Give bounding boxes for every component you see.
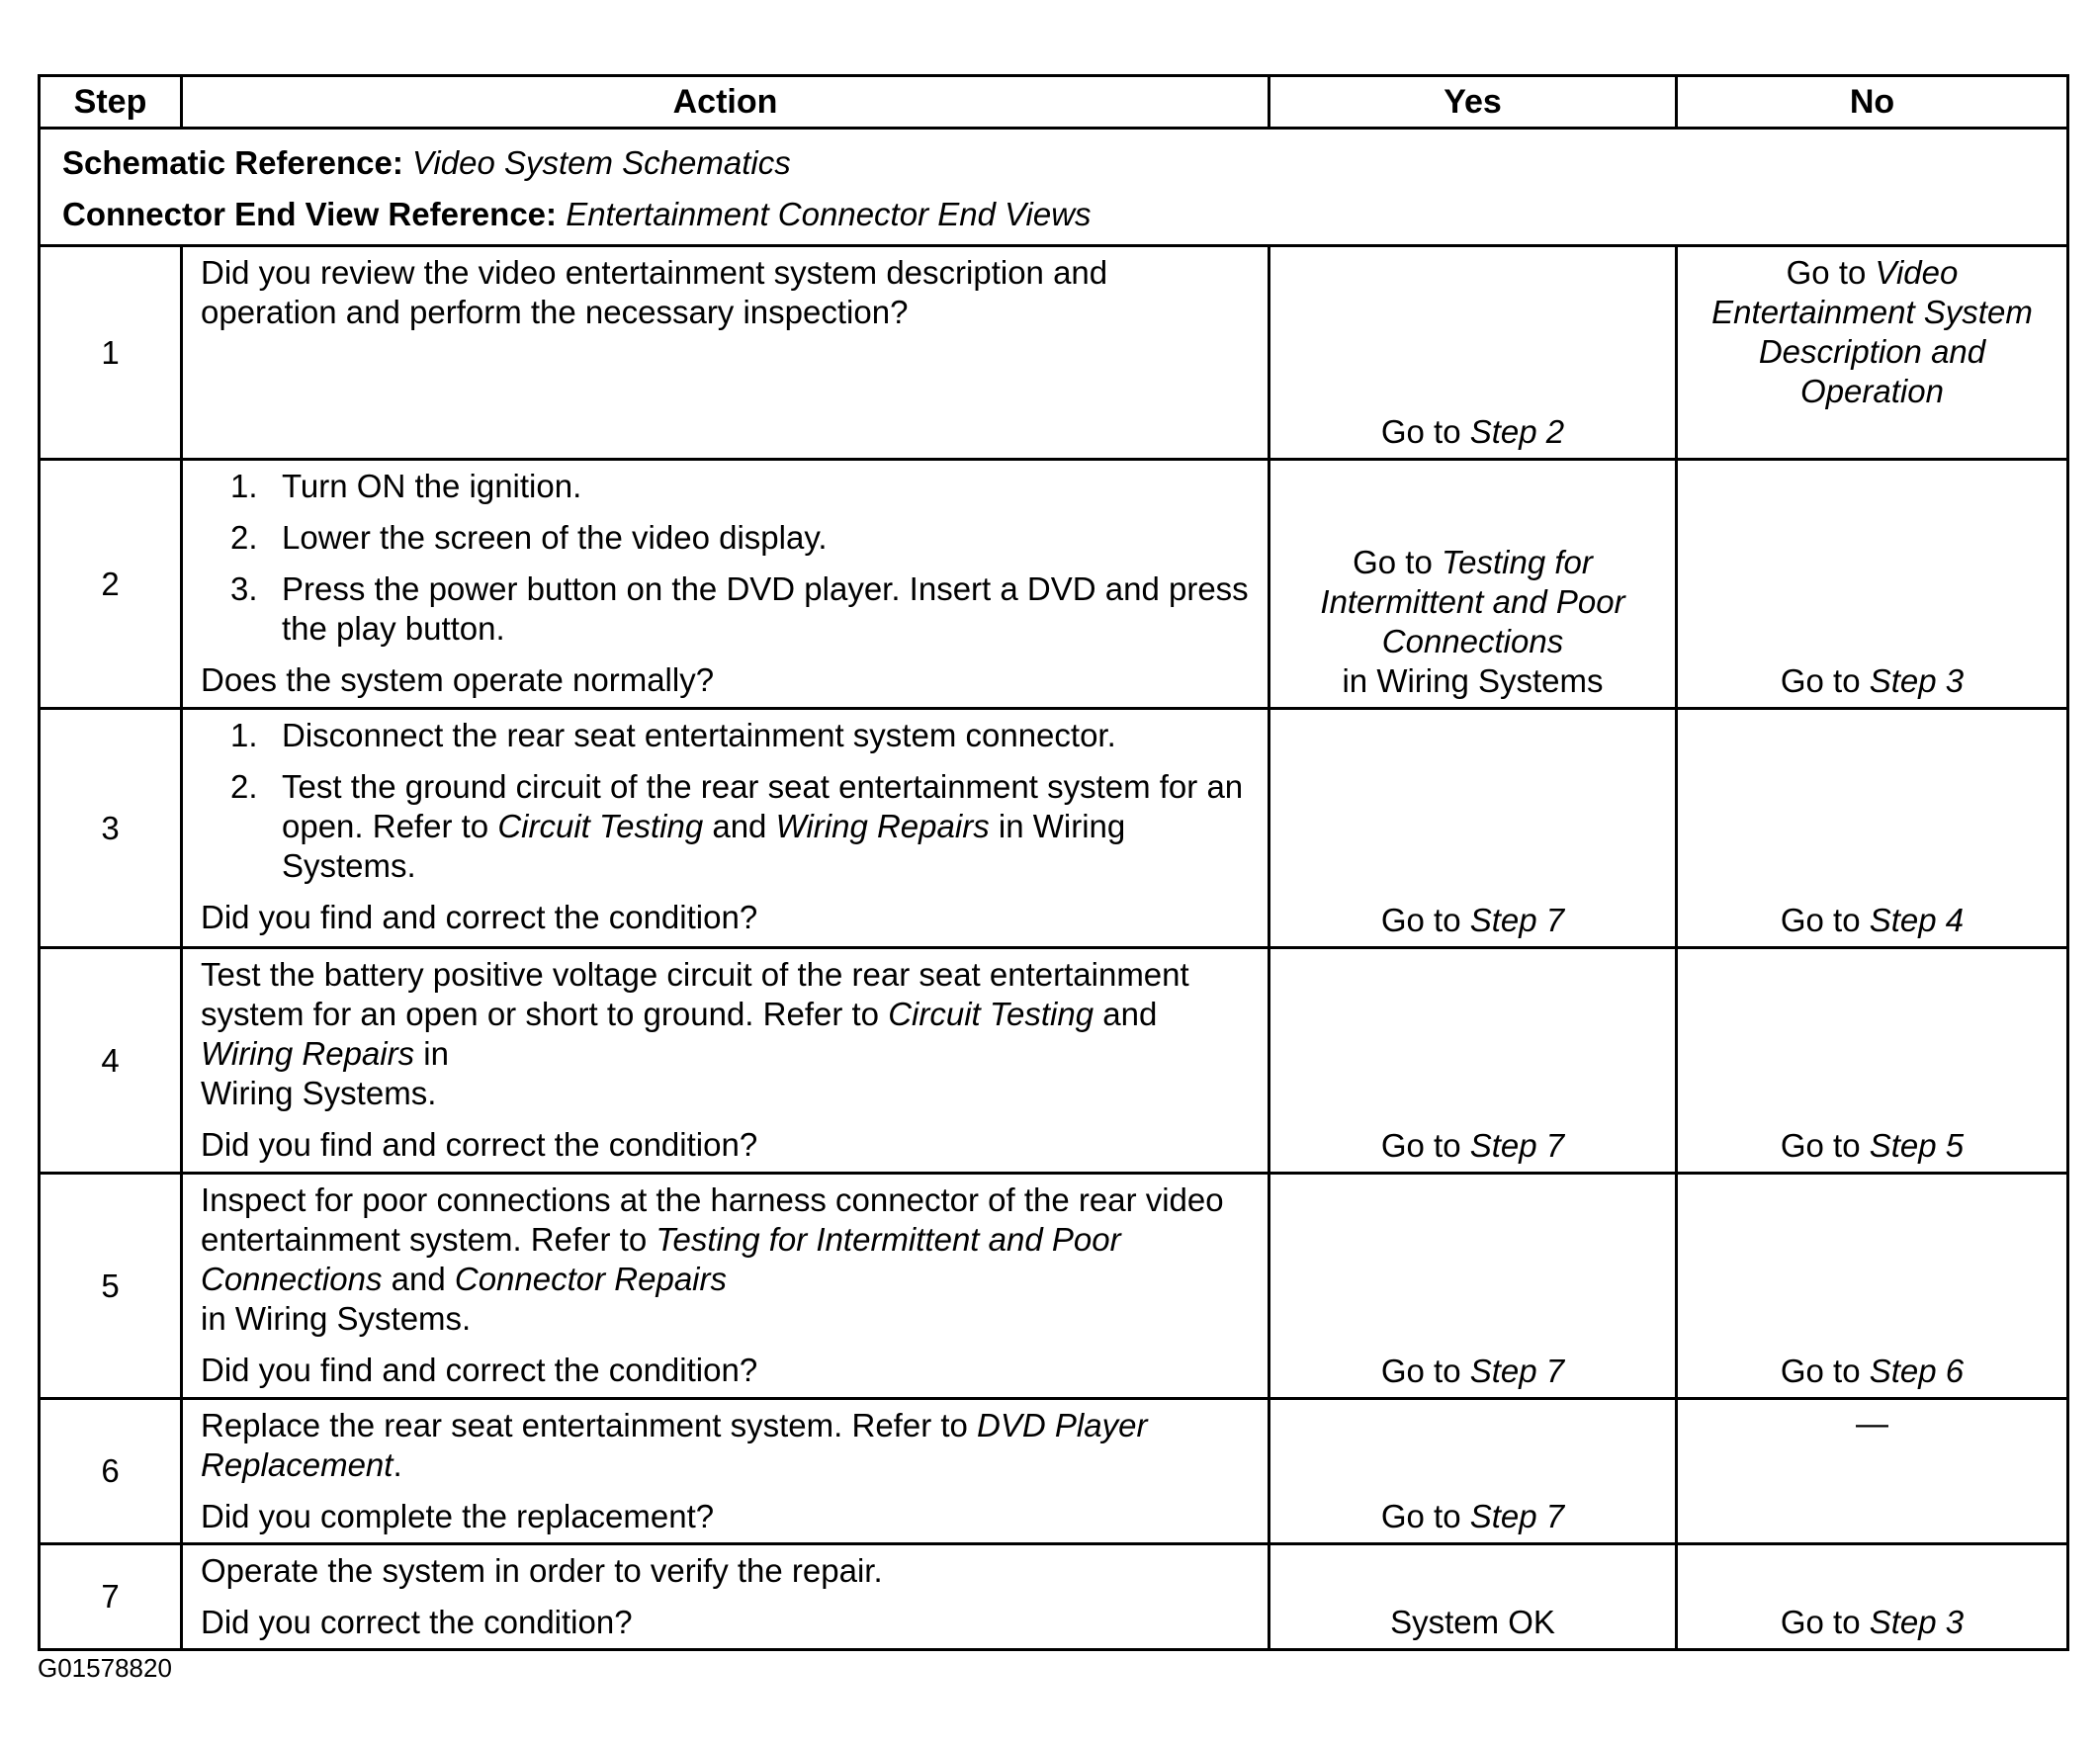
list-item-text: and: [703, 808, 776, 844]
yes-cell: [1269, 246, 1677, 460]
action-cell: [182, 1399, 1269, 1544]
action-question: Did you find and correct the condition?: [201, 1126, 758, 1163]
no-prefix: Go to: [1780, 1604, 1870, 1640]
no-result: [1678, 901, 2066, 940]
table-row: [40, 246, 2068, 460]
yes-link[interactable]: Step 2: [1469, 413, 1565, 450]
yes-link[interactable]: Step 7: [1469, 1498, 1565, 1534]
yes-result: [1270, 901, 1675, 940]
yes-prefix: Go to: [1380, 902, 1470, 938]
action-text-part: Wiring Systems.: [201, 1075, 437, 1111]
yes-cell: [1269, 709, 1677, 948]
action-text: Did you review the video entertainment system description and operation and perform the necessary inspection?: [201, 254, 1108, 330]
step-number: 1: [40, 246, 182, 460]
header-action: Action: [182, 76, 1269, 129]
yes-prefix: Go to: [1380, 1353, 1470, 1389]
no-cell: [1677, 1399, 2068, 1544]
list-item-text: Disconnect the rear seat entertainment system connector.: [282, 717, 1116, 753]
action-text: [201, 1406, 1250, 1485]
action-cell: [182, 709, 1269, 948]
no-cell: [1677, 460, 2068, 709]
yes-result: [1270, 412, 1675, 452]
action-question: Did you correct the condition?: [201, 1604, 633, 1640]
step-number: 2: [40, 460, 182, 709]
no-link[interactable]: Step 4: [1869, 902, 1965, 938]
connector-reference-label: Connector End View Reference:: [62, 196, 558, 232]
no-result: [1678, 661, 2066, 701]
list-item: 1. Disconnect the rear seat entertainment system connector.: [230, 717, 1116, 753]
yes-link[interactable]: Step 7: [1469, 1127, 1565, 1164]
no-result: [1678, 1352, 2066, 1391]
no-cell: [1677, 1174, 2068, 1399]
no-cell: [1677, 948, 2068, 1174]
action-text: [201, 955, 1250, 1113]
no-result: —: [1856, 1405, 1888, 1442]
no-result: [1678, 1126, 2066, 1166]
action-text-part: in Wiring Systems.: [201, 1300, 472, 1337]
connector-reference: [62, 189, 2045, 240]
table-row: [40, 1544, 2068, 1650]
list-item: 1. Turn ON the ignition.: [230, 468, 582, 504]
step-number: 7: [40, 1544, 182, 1650]
no-link[interactable]: Step 3: [1869, 662, 1965, 699]
no-prefix: Go to: [1780, 902, 1870, 938]
action-text-part: .: [393, 1446, 402, 1483]
reference-cell: [40, 129, 2068, 246]
no-prefix: Go to: [1780, 1353, 1870, 1389]
no-prefix: Go to: [1786, 254, 1876, 291]
circuit-testing-link[interactable]: Circuit Testing: [888, 996, 1094, 1032]
list-item-text: Lower the screen of the video display.: [282, 519, 828, 556]
step-number: 3: [40, 709, 182, 948]
yes-suffix: in Wiring Systems: [1342, 662, 1604, 699]
action-cell: [182, 948, 1269, 1174]
action-cell: [182, 1544, 1269, 1650]
wiring-repairs-link[interactable]: Wiring Repairs: [201, 1035, 415, 1072]
list-item-text: in Wiring Systems.: [282, 808, 1126, 884]
action-list: [201, 716, 1250, 886]
yes-cell: [1269, 948, 1677, 1174]
action-text-part: in: [414, 1035, 449, 1072]
figure-id: G01578820: [38, 1653, 172, 1683]
no-cell: [1677, 709, 2068, 948]
dvd-player-replacement-link[interactable]: DVD Player Replacement: [201, 1407, 1148, 1483]
list-item: 2. Test the ground circuit of the rear seat entertainment system for an open. Refer to Circuit Testing and Wiring Repairs in Wiring Systems.: [230, 768, 1244, 884]
list-item-text: Test the ground circuit of the rear seat entertainment system for an open. Refer to: [282, 768, 1244, 844]
diagnostic-table: [38, 74, 2069, 1651]
action-cell: [182, 1174, 1269, 1399]
action-cell: [182, 246, 1269, 460]
list-item-text: Press the power button on the DVD player. Insert a DVD and press the play button.: [282, 570, 1249, 647]
yes-link[interactable]: Step 7: [1469, 1353, 1565, 1389]
yes-link[interactable]: Testing for Intermittent and Poor Connections: [1320, 544, 1625, 659]
schematic-reference-link[interactable]: Video System Schematics: [412, 144, 791, 181]
list-item: 2. Lower the screen of the video display.: [230, 519, 828, 556]
yes-prefix: Go to: [1353, 544, 1442, 580]
header-step: Step: [40, 76, 182, 129]
yes-result: [1270, 1497, 1675, 1536]
action-text: [201, 1180, 1250, 1339]
list-item: 3. Press the power button on the DVD player. Insert a DVD and press the play button.: [230, 570, 1249, 647]
table-row: [40, 1174, 2068, 1399]
list-item-text: Turn ON the ignition.: [282, 468, 582, 504]
action-question: Does the system operate normally?: [201, 661, 715, 698]
table-row: [40, 948, 2068, 1174]
step-number: 6: [40, 1399, 182, 1544]
action-text-part: and: [1094, 996, 1158, 1032]
yes-link[interactable]: Step 7: [1469, 902, 1565, 938]
yes-cell: [1269, 1174, 1677, 1399]
yes-prefix: Go to: [1380, 413, 1470, 450]
action-text-part: Replace the rear seat entertainment system. Refer to: [201, 1407, 978, 1443]
no-link[interactable]: Step 5: [1869, 1127, 1965, 1164]
header-yes: Yes: [1269, 76, 1677, 129]
yes-result: [1270, 1352, 1675, 1391]
no-link[interactable]: Step 6: [1869, 1353, 1965, 1389]
no-cell: [1677, 1544, 2068, 1650]
action-cell: [182, 460, 1269, 709]
yes-result: System OK: [1390, 1604, 1555, 1640]
no-cell: [1677, 246, 2068, 460]
header-row: [40, 76, 2068, 129]
action-text-part: Test the battery positive voltage circuit of the rear seat entertainment system for an open or short to ground. Refer to: [201, 956, 1189, 1032]
step-number: 4: [40, 948, 182, 1174]
action-text: Operate the system in order to verify the repair.: [201, 1552, 883, 1589]
yes-cell: [1269, 460, 1677, 709]
yes-cell: [1269, 1399, 1677, 1544]
action-question: Did you find and correct the condition?: [201, 899, 758, 935]
wiring-repairs-link[interactable]: Wiring Repairs: [775, 808, 990, 844]
no-result: [1678, 1603, 2066, 1642]
connector-reference-link[interactable]: Entertainment Connector End Views: [566, 196, 1092, 232]
table-row: [40, 1399, 2068, 1544]
yes-cell: [1269, 1544, 1677, 1650]
yes-result: [1270, 1126, 1675, 1166]
action-list: [201, 467, 1250, 649]
step-number: 5: [40, 1174, 182, 1399]
yes-prefix: Go to: [1380, 1127, 1470, 1164]
schematic-reference-label: Schematic Reference:: [62, 144, 403, 181]
action-question: Did you complete the replacement?: [201, 1498, 715, 1534]
no-prefix: Go to: [1780, 1127, 1870, 1164]
yes-prefix: Go to: [1380, 1498, 1470, 1534]
no-prefix: Go to: [1780, 662, 1870, 699]
action-text-part: Inspect for poor connections at the harness connector of the rear video entertainment system. Refer to: [201, 1181, 1224, 1258]
schematic-reference: [62, 137, 2045, 189]
no-link[interactable]: Video Entertainment System Description and Operation: [1711, 254, 2033, 409]
yes-result: [1280, 543, 1665, 701]
header-no: No: [1677, 76, 2068, 129]
table-row: [40, 709, 2068, 948]
table-row: [40, 460, 2068, 709]
reference-row: [40, 129, 2068, 246]
action-question: Did you find and correct the condition?: [201, 1352, 758, 1388]
action-text-part: and: [382, 1261, 455, 1297]
no-link[interactable]: Step 3: [1869, 1604, 1965, 1640]
testing-intermittent-link[interactable]: Testing for Intermittent and Poor Connections: [201, 1221, 1121, 1297]
connector-repairs-link[interactable]: Connector Repairs: [454, 1261, 727, 1297]
circuit-testing-link[interactable]: Circuit Testing: [497, 808, 704, 844]
